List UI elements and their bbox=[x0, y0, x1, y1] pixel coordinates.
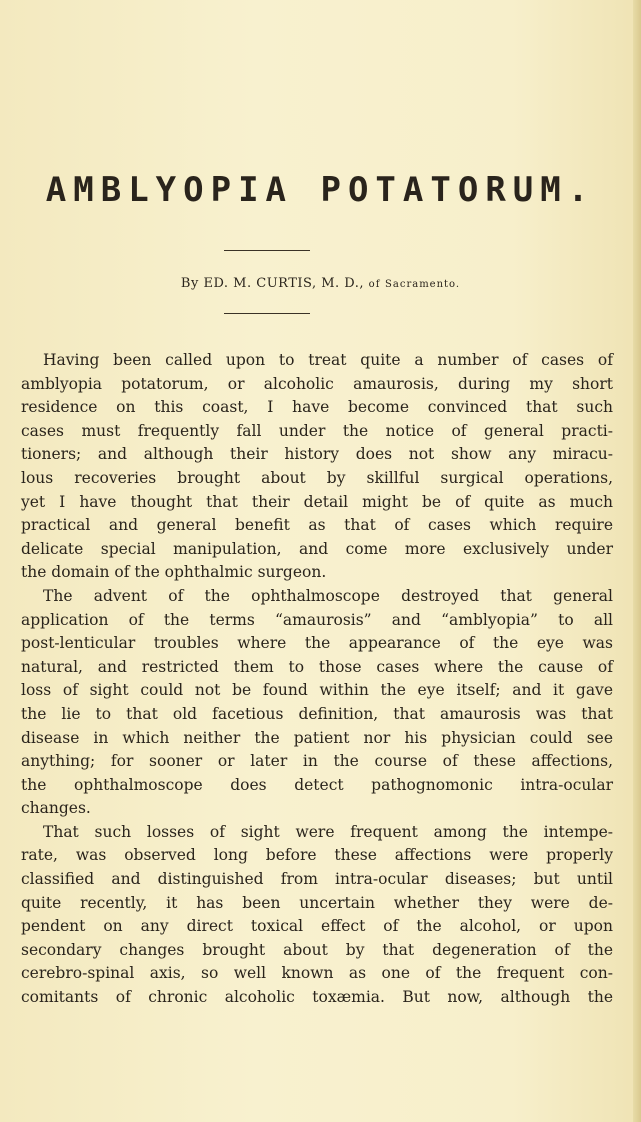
text-line: cerebro-spinal axis, so well known as one of the frequent con- bbox=[21, 964, 613, 983]
byline-by: By bbox=[180, 276, 199, 291]
text-line: practical and general benefit as that of cases which require bbox=[21, 516, 613, 535]
text-line: application of the terms “amaurosis” and “amblyopia” to all bbox=[21, 610, 613, 629]
text-line: The advent of the ophthalmoscope destroyed that general bbox=[43, 586, 613, 605]
text-line: natural, and restricted them to those cases where the cause of bbox=[21, 657, 613, 676]
text-line: rate, was observed long before these affections were properly bbox=[21, 846, 613, 865]
text-line: yet I have thought that their detail might be of quite as much bbox=[21, 492, 613, 511]
text-line: Having been called upon to treat quite a number of cases of bbox=[43, 351, 613, 369]
byline-place: Sacramento. bbox=[385, 279, 461, 290]
byline-of: of bbox=[368, 279, 381, 290]
text-line: disease in which neither the patient nor his physician could see bbox=[21, 728, 613, 747]
text-line: delicate special manipulation, and come more exclusively under bbox=[21, 539, 613, 558]
article-title: AMBLYOPIA POTATORUM. bbox=[45, 170, 596, 210]
article-body bbox=[21, 349, 613, 1010]
text-line: secondary changes brought about by that degeneration of the bbox=[21, 940, 613, 959]
text-line: That such losses of sight were frequent among the intempe- bbox=[43, 822, 613, 841]
text-line: lous recoveries brought about by skillful surgical operations, bbox=[21, 468, 613, 487]
byline-divider bbox=[224, 313, 310, 314]
text-line: the ophthalmoscope does detect pathognomonic intra-ocular bbox=[21, 775, 613, 794]
text-line: comitants of chronic alcoholic toxæmia. But now, although the bbox=[21, 988, 613, 1007]
text-line: pendent on any direct toxical effect of the alcohol, or upon bbox=[21, 917, 613, 936]
text-line: anything; for sooner or later in the course of these affections, bbox=[21, 752, 613, 771]
text-line: the domain of the ophthalmic surgeon. bbox=[21, 563, 327, 582]
text-line: tioners; and although their history does not show any miracu- bbox=[21, 445, 613, 464]
text-line: post-lenticular troubles where the appearance of the eye was bbox=[21, 634, 613, 653]
byline bbox=[0, 276, 641, 291]
title-divider bbox=[224, 250, 310, 251]
text-line: changes. bbox=[21, 799, 91, 818]
text-line: loss of sight could not be found within the eye itself; and it gave bbox=[21, 681, 613, 700]
text-line: quite recently, it has been uncertain whether they were de- bbox=[21, 893, 613, 912]
text-line: classified and distinguished from intra-ocular diseases; but until bbox=[21, 870, 613, 889]
text-line: the lie to that old facetious definition, that amaurosis was that bbox=[21, 704, 613, 723]
page-edge bbox=[633, 0, 641, 1122]
byline-author: ED. M. CURTIS, M. D., bbox=[203, 276, 365, 291]
text-line: residence on this coast, I have become convinced that such bbox=[21, 398, 613, 417]
text-line: amblyopia potatorum, or alcoholic amaurosis, during my short bbox=[21, 374, 613, 393]
text-line: cases must frequently fall under the notice of general practi- bbox=[21, 421, 613, 440]
